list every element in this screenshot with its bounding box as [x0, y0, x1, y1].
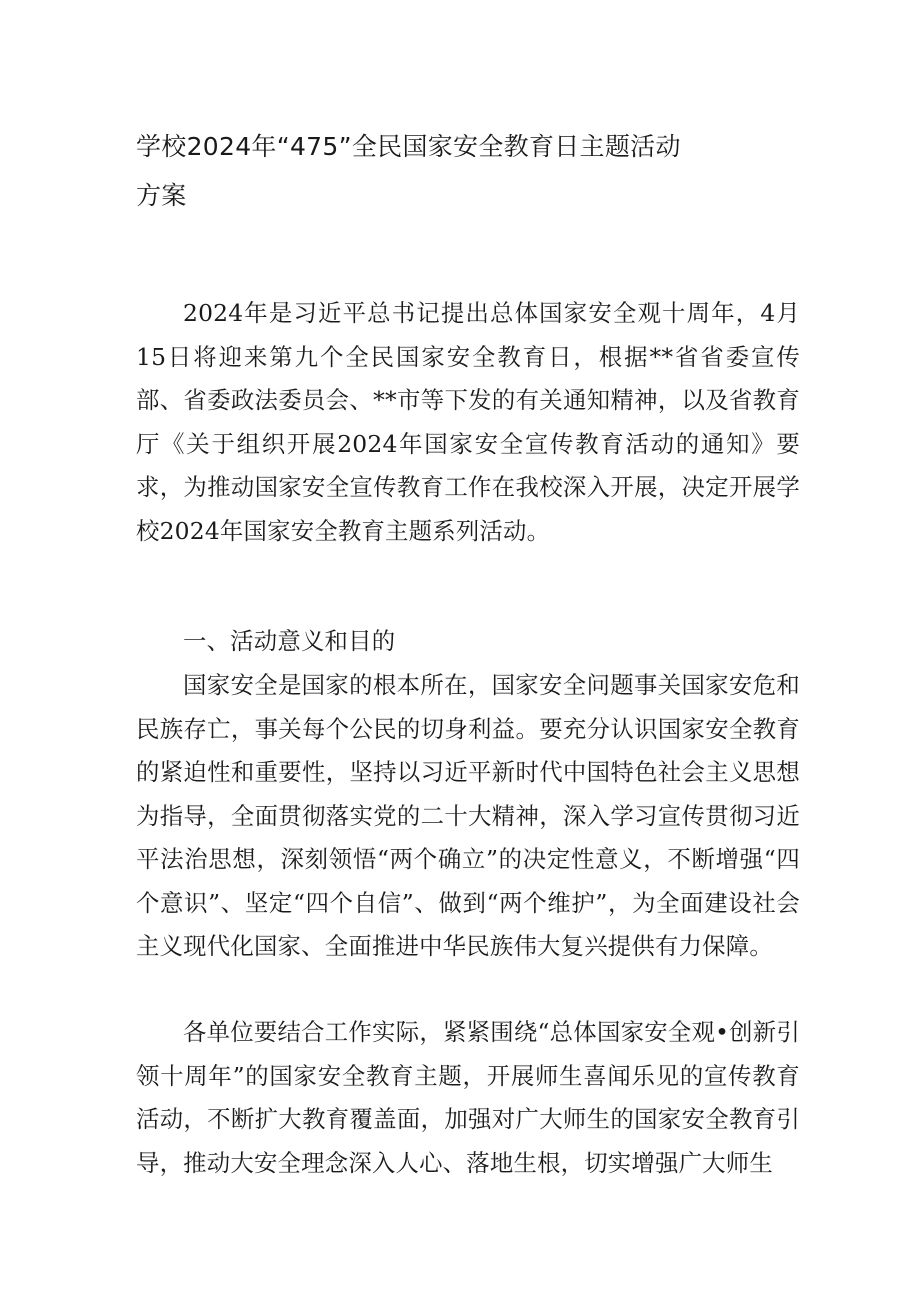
- document-title: 学校2024年“475”全民国家安全教育日主题活动方案: [136, 132, 681, 210]
- body-paragraph: 国家安全是国家的根本所在，国家安全问题事关国家安危和民族存亡，事关每个公民的切身利益。要充分认识国家安全教育的紧迫性和重要性，坚持以习近平新时代中国特色社会主义思想为指导，全面贯彻落实党的二十大精神，深入学习宣传贯彻习近平法治思想，深刻领悟“两个确立”的决定性意义，不断增强“四个意识”、坚定“四个自信”、做到“两个维护”，为全面建设社会主义现代化国家、全面推进中华民族伟大复兴提供有力保障。: [136, 671, 800, 960]
- intro-paragraph: 2024年是习近平总书记提出总体国家安全观十周年，4月15日将迎来第九个全民国家安全教育日，根据**省省委宣传部、省委政法委员会、**市等下发的有关通知精神，以及省教育厅《关于组织开展2024年国家安全宣传教育活动的通知》要求，为推动国家安全宣传教育工作在我校深入开展，决定开展学校2024年国家安全教育主题系列活动。: [136, 299, 800, 545]
- body-paragraph: 各单位要结合工作实际，紧紧围绕“总体国家安全观•创新引领十周年”的国家安全教育主题，开展师生喜闻乐见的宣传教育活动，不断扩大教育覆盖面，加强对广大师生的国家安全教育引导，推动大安全理念深入人心、落地生根，切实增强广大师生: [136, 1018, 800, 1177]
- section-heading: 一、活动意义和目的: [183, 627, 396, 655]
